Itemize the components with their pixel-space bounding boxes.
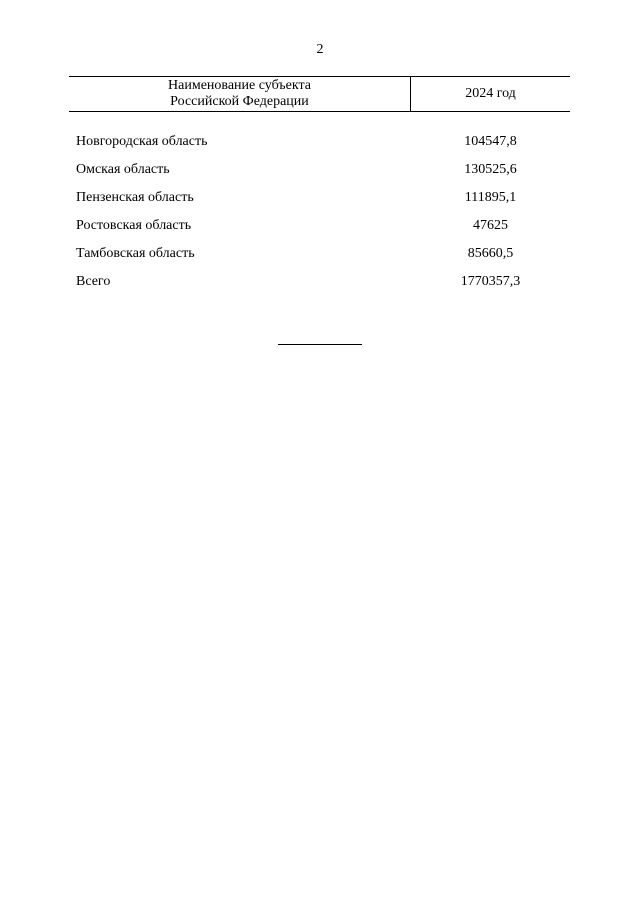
table-header-row	[69, 76, 570, 112]
table-row	[69, 240, 570, 268]
row-value: 130525,6	[464, 162, 517, 177]
header-subject-name-line2: Российской Федерации	[170, 94, 309, 109]
header-subject-name	[69, 77, 411, 111]
table-body	[69, 128, 570, 296]
row-subject-name: Новгородская область	[76, 134, 208, 149]
row-subject-name: Ростовская область	[76, 218, 192, 233]
page-number: 2	[316, 42, 324, 57]
row-value: 85660,5	[467, 246, 514, 261]
header-year: 2024 год	[465, 86, 516, 101]
row-value: 104547,8	[464, 134, 517, 149]
row-subject-name: Тамбовская область	[76, 246, 195, 261]
table-row	[69, 156, 570, 184]
header-subject-name-line1: Наименование субъекта	[168, 78, 311, 93]
row-total-label: Всего	[76, 274, 111, 289]
table-row-total	[69, 268, 570, 296]
end-of-document-rule	[278, 344, 362, 345]
table-row	[69, 212, 570, 240]
row-value: 47625	[473, 218, 508, 233]
table-row	[69, 184, 570, 212]
table-row	[69, 128, 570, 156]
data-table	[69, 76, 570, 296]
row-value: 111895,1	[464, 190, 517, 205]
row-subject-name: Пензенская область	[76, 190, 194, 205]
row-subject-name: Омская область	[76, 162, 170, 177]
row-total-value: 1770357,3	[460, 274, 521, 289]
